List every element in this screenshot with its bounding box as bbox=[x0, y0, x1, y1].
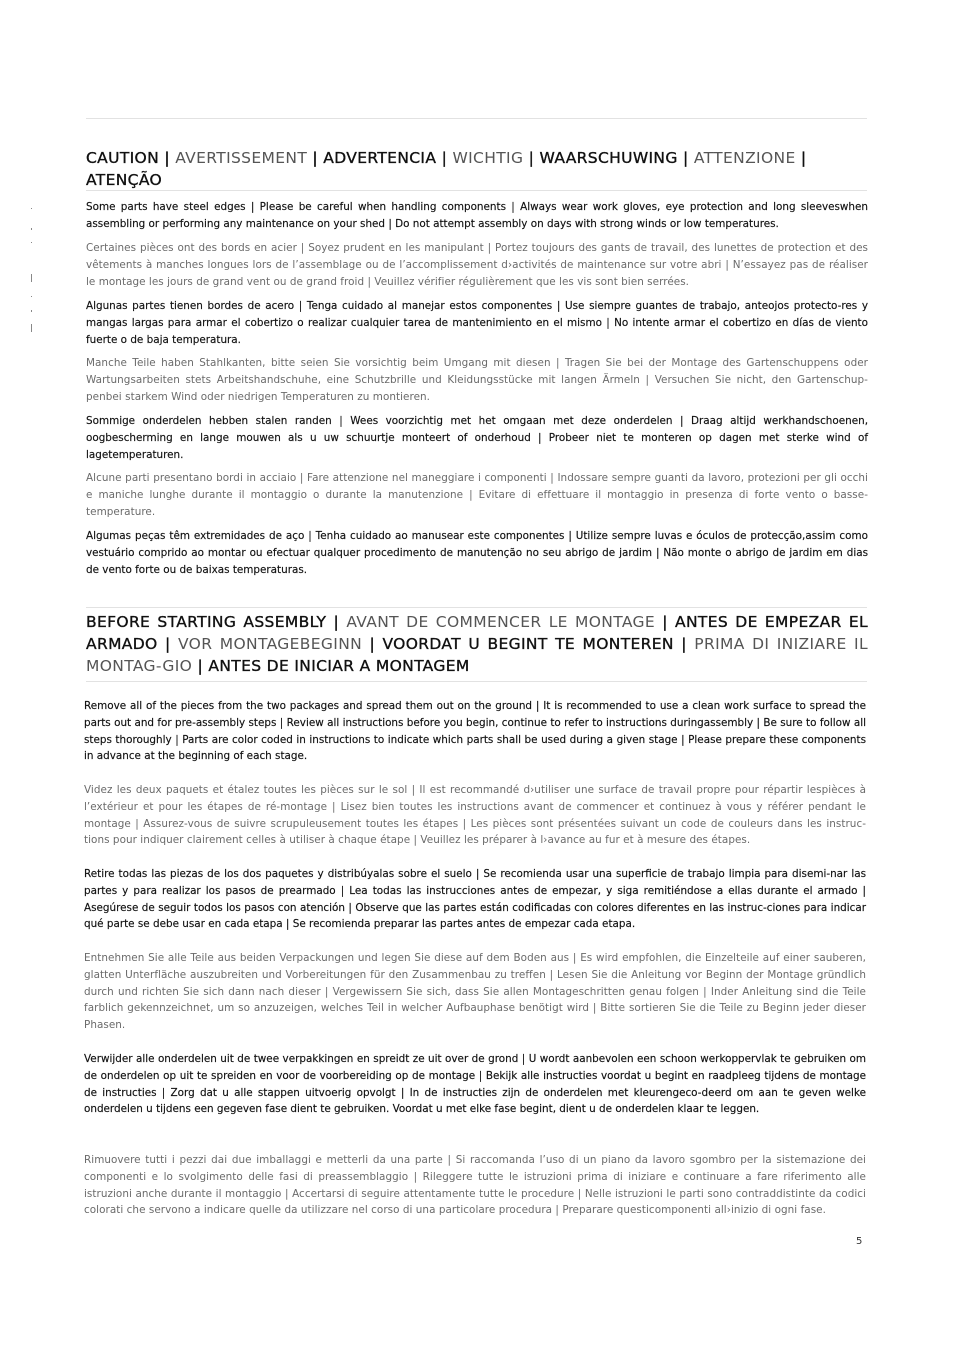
heading-segment: | bbox=[159, 149, 176, 167]
heading-segment: | bbox=[157, 635, 178, 653]
heading-segment: ATTENZIONE bbox=[693, 149, 796, 167]
heading-segment: | bbox=[673, 635, 695, 653]
heading-segment: WAARSCHUWING bbox=[539, 149, 678, 167]
page-number: 5 bbox=[856, 1236, 863, 1247]
heading-segment: CAUTION bbox=[86, 149, 160, 167]
heading-segment: ANTES DE EMPEZAR EL ARMADO bbox=[86, 613, 868, 653]
heading-segment: | bbox=[307, 149, 324, 167]
heading-segment: | bbox=[655, 613, 676, 631]
heading-segment: | bbox=[523, 149, 540, 167]
heading-segment: | bbox=[795, 149, 807, 167]
caution-text-de: Manche Teile haben Stahlkanten, bitte seien Sie vorsichtig beim Umgang mit diesen | Tragen Sie bei der Montage des Gartenschuppens oder Wartungsarbeiten stets Arbeitshandschuhe, eine Schutzbrille und Kleidungsstücke mit langen Ärmeln | Versuchen Sie nicht, den Gartenschup-penbei starkem Wind oder niedrigen Temperaturen zu montieren. bbox=[86, 357, 868, 403]
before-top-divider bbox=[86, 607, 867, 608]
heading-segment: AVERTISSEMENT bbox=[175, 149, 308, 167]
heading-segment: | bbox=[362, 635, 383, 653]
before-text-en: Remove all of the pieces from the two packages and spread them out on the ground | It is recommended to use a clean work surface to spread the parts out and for pre-assembly steps | Review all instructions before you begin, continue to refer to instructions duringassembly | Be sure to follow all steps thoroughly | Parts are color coded in instructions to indicate which parts shall be used during a given stage | Please prepare these components in advance at the beginning of each stage. bbox=[84, 700, 866, 763]
heading-segment: | bbox=[677, 149, 694, 167]
heading-segment: AVANT DE COMMENCER LE MONTAGE bbox=[346, 613, 656, 631]
before-text-de: Entnehmen Sie alle Teile aus beiden Verpackungen und legen Sie diese auf dem Boden aus | Es wird empfohlen, die Einzelteile auf einer sauberen, glatten Unterfläche auszubreiten und Vorbereitungen für den Zusammenbau zu treffen | Lesen Sie die Anleitung vor Beginn der Montage gründlich durch und richten Sie sich dann nach dieser | Vergewissern Sie sich, dass Sie allen Montageschritten genau folgen | Inder Anleitung sind die Teile farblich gekennzeichnet, um so anzuzeigen, welches Teil in welcher Aufbauphase benötigt wird | Bitte sortieren Sie die Teile zu Beginn jeder dieser Phasen. bbox=[84, 952, 866, 1032]
heading-segment: | bbox=[192, 657, 209, 675]
before-text-fr: Videz les deux paquets et étalez toutes les pièces sur le sol | Il est recommandé d›utiliser une surface de travail propre pour répartir lespièces à l’extérieur et pour les étapes de ré-montage | Lisez bien toutes les instructions avant de commencer et continuez à vous y référer pendant le montage | Assurez-vous de suivre scrupuleusement toutes les étapes | Les pièces sont présentées suivant un code de couleurs dans les instruc-tions pour indiquer clairement celles à utiliser à chaque étape | Veuillez les préparer à l›avance au fur et à mesure des étapes. bbox=[84, 784, 866, 847]
heading-segment: WICHTIG bbox=[452, 149, 524, 167]
before-text-nl: Verwijder alle onderdelen uit de twee verpakkingen en spreidt ze uit over de grond | U wordt aanbevolen een schoon werkoppervlak te gebruiken om de onderdelen op uit te spreiden en voor de voorbereiding op de montage | Bekijk alle instructies voordat u begint en raadpleeg tijdens de montage de instructies | Zorg dat u alle stappen uitvoerig opvolgt | In de instructies zijn de onderdelen met kleurengeco-deerd om aan te geven welke onderdelen u tijdens een gegeven fase dient te gebruiken. Voordat u met elke fase begint, dient u de onderdelen klaar te leggen. bbox=[84, 1053, 866, 1116]
heading-segment: | bbox=[436, 149, 453, 167]
heading-segment: ANTES DE INICIAR A MONTAGEM bbox=[208, 657, 470, 675]
caution-text-es: Algunas partes tienen bordes de acero | Tenga cuidado al manejar estos componentes | Use siempre guantes de trabajo, anteojos protecto-res y mangas largas para armar el cobertizo o realizar cualquier tarea de mantenimiento en el mismo | No intente armar el cobertizo en días de viento fuerte o de baja temperatura. bbox=[86, 300, 868, 346]
caution-text-pt: Algumas peças têm extremidades de aço | Tenha cuidado ao manusear este componentes | Utilize sempre luvas e óculos de protecção,assim como vestuário comprido ao montar ou efectuar qualquer procedimento de manutenção no seu abrigo de jardim | Não monte o abrigo de jardim em dias de vento forte ou de baixas temperaturas. bbox=[86, 530, 868, 576]
heading-segment: VOORDAT U BEGINT TE MONTEREN bbox=[382, 635, 674, 653]
heading-segment: VOR MONTAGEBEGINN bbox=[178, 635, 363, 653]
before-heading bbox=[86, 611, 868, 677]
heading-segment: | bbox=[326, 613, 347, 631]
caution-text-it: Alcune parti presentano bordi in acciaio | Fare attenzione nel maneggiare i componenti | Indossare sempre guanti da lavoro, protezioni per gli occhi e maniche lunghe durante il montaggio o durante la manutenzione | Evitare di effettuare il montaggio in presenza di forte vento o basse-temperature. bbox=[86, 472, 868, 518]
before-text-it: Rimuovere tutti i pezzi dai due imballaggi e metterli da una parte | Si raccomanda l’uso di un piano da lavoro sgombro per la sistemazione dei componenti e lo svolgimento delle fasi di preassemblaggio | Rileggere tutte le istruzioni prima di iniziare e continuare a fare riferimento alle istruzioni anche durante il montaggio | Accertarsi di seguire attentamente tutte le procedure | Nelle istruzioni le parti sono contraddistinte da codici colorati che servono a indicare quelle da utilizzare nel corso di una particolare procedura | Preparare questicomponenti all›inizio di ogni fase. bbox=[84, 1154, 866, 1217]
heading-segment: ADVERTENCIA bbox=[323, 149, 437, 167]
heading-segment: ATENÇÃO bbox=[86, 171, 163, 189]
caution-heading bbox=[86, 147, 868, 191]
before-text-es: Retire todas las piezas de los dos paquetes y distribúyalas sobre el suelo | Se recomienda usar una superficie de trabajo limpia para disemi-nar las partes y para realizar los pasos de prearmado | Lea todas las instrucciones antes de empezar, y siga remitiéndose a ellas durante el armado | Asegúrese de seguir todos los pasos con atención | Observe que las partes están codificadas con colores diferentes en las instruc-ciones para indicar qué parte se debe usar en cada etapa | Se recomienda preparar las partes antes de empezar cada etapa. bbox=[84, 868, 866, 931]
heading-segment: PRIMA DI INIZIARE IL MONTAG-GIO bbox=[86, 635, 868, 675]
top-divider bbox=[86, 118, 867, 119]
heading-segment: BEFORE STARTING ASSEMBLY bbox=[86, 613, 327, 631]
before-divider bbox=[86, 681, 867, 682]
caution-text-fr: Certaines pièces ont des bords en acier | Soyez prudent en les manipulant | Portez toujours des gants de travail, des lunettes de protection et des vêtements à manches longues lors de l’assemblage ou de l’accomplissement d›activités de maintenance sur votre abri | N’essayez pas de réaliser le montage les jours de grand vent ou de grand froid | Veuillez vérifier régulièrement que les vis sont bien serrées. bbox=[86, 242, 868, 288]
caution-divider bbox=[86, 190, 867, 191]
caution-text-en: Some parts have steel edges | Please be careful when handling components | Always wear work gloves, eye protection and long sleeveswhen assembling or performing any maintenance on your shed | Do not attempt assembly on days with strong winds or low temperatures. bbox=[86, 201, 868, 230]
caution-text-nl: Sommige onderdelen hebben stalen randen | Wees voorzichtig met het omgaan met deze onderdelen | Draag altijd werkhandschoenen, oogbescherming en lange mouwen als u uw schuurtje monteert of onderhoud | Probeer niet te monteren op dagen met sterke wind of lagetemperaturen. bbox=[86, 415, 868, 461]
